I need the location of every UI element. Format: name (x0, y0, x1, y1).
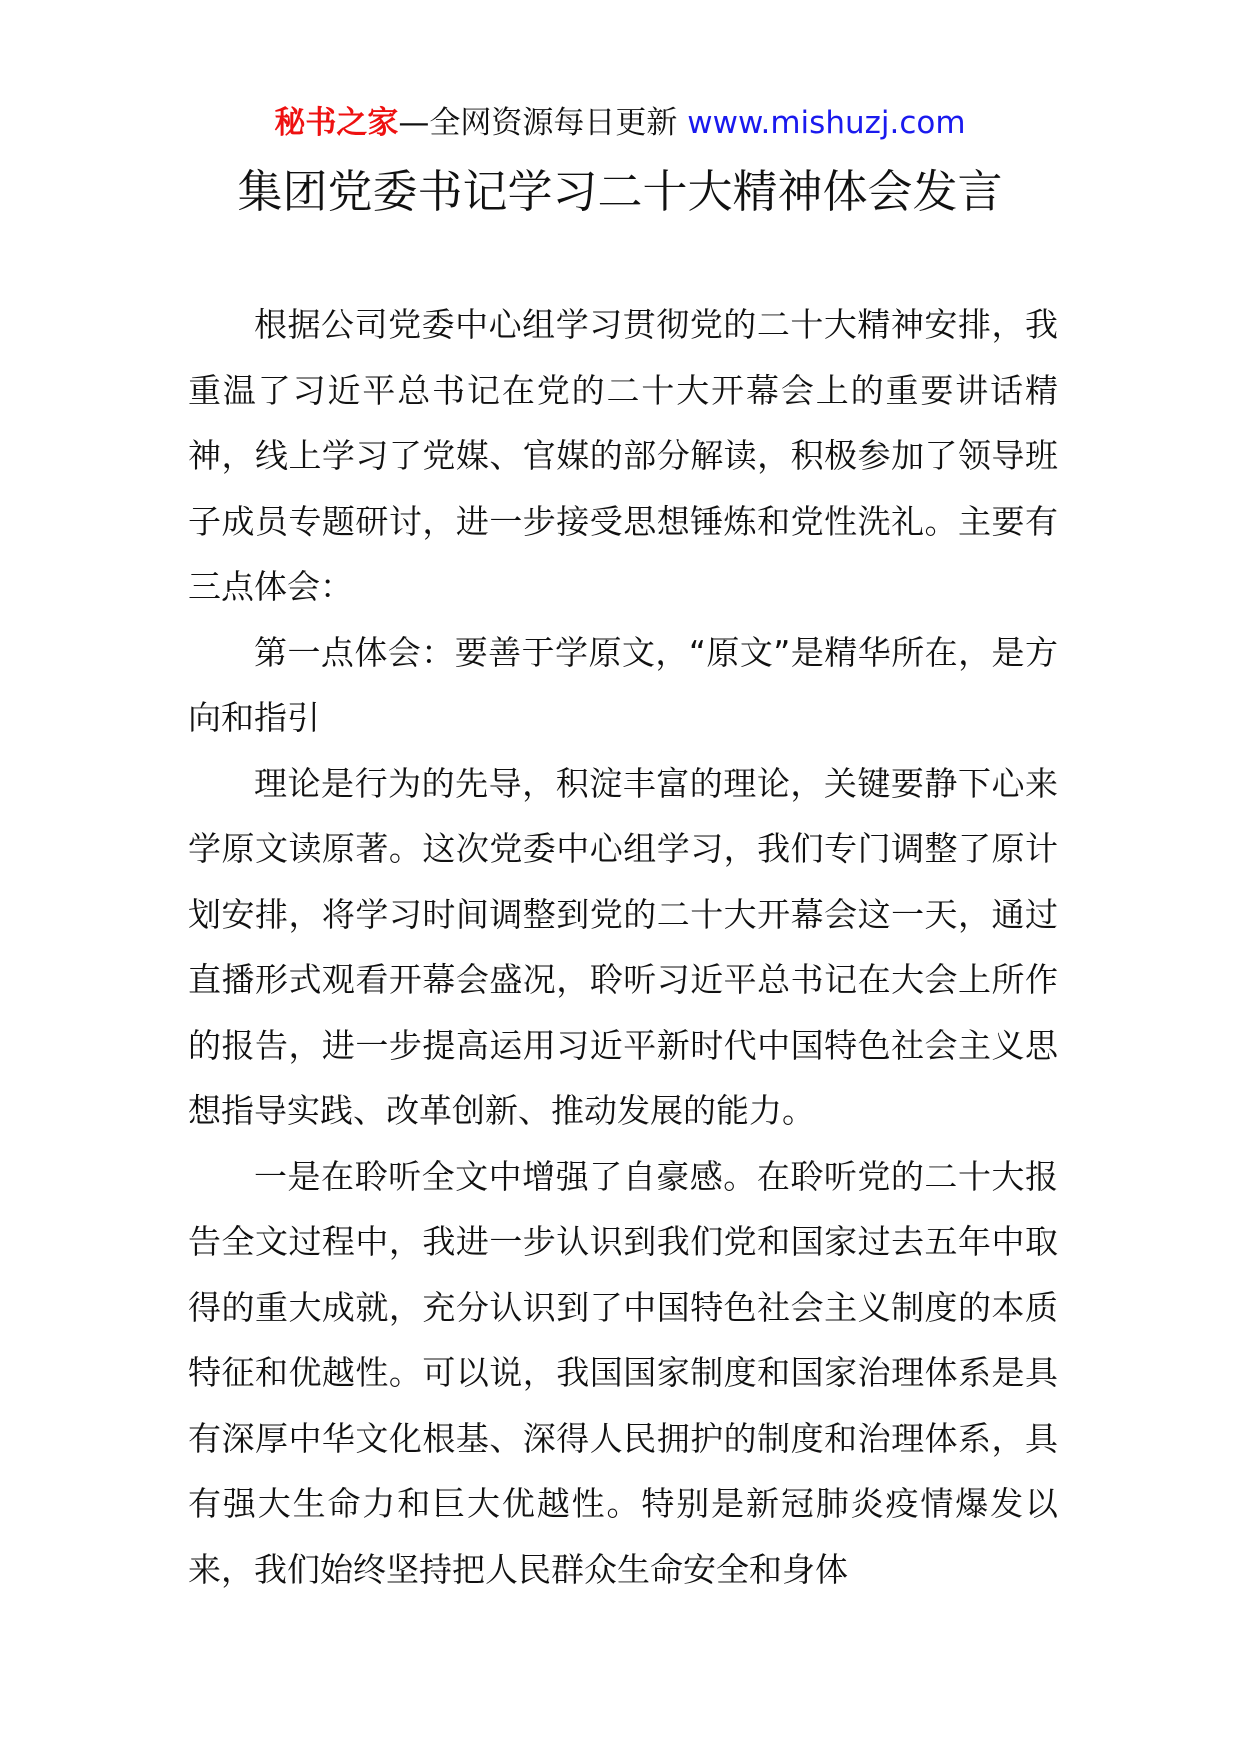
site-url-link[interactable]: www.mishuzj.com (687, 105, 966, 141)
document-body (188, 292, 1058, 1602)
paragraph-point-one: 一是在聆听全文中增强了自豪感。在聆听党的二十大报告全文过程中，我进一步认识到我们党和国家过去五年中取得的重大成就，充分认识到了中国特色社会主义制度的本质特征和优越性。可以说，我国国家制度和国家治理体系是具有深厚中华文化根基、深得人民拥护的制度和治理体系，具有强大生命力和巨大优越性。特别是新冠肺炎疫情爆发以来，我们始终坚持把人民群众生命安全和身体 (188, 1156, 1058, 1589)
paragraph-theory: 理论是行为的先导，积淀丰富的理论，关键要静下心来学原文读原著。这次党委中心组学习，我们专门调整了原计划安排，将学习时间调整到党的二十大开幕会这一天，通过直播形式观看开幕会盛况，聆听习近平总书记在大会上所作的报告，进一步提高运用习近平新时代中国特色社会主义思想指导实践、改革创新、推动发展的能力。 (188, 763, 1058, 1130)
paragraph-intro: 根据公司党委中心组学习贯彻党的二十大精神安排，我重温了习近平总书记在党的二十大开幕会上的重要讲话精神，线上学习了党媒、官媒的部分解读，积极参加了领导班子成员专题研讨，进一步接受思想锤炼和党性洗礼。主要有三点体会： (188, 305, 1058, 606)
document-title: 集团党委书记学习二十大精神体会发言 (237, 165, 1003, 218)
site-banner (0, 103, 1240, 143)
paragraph-section-heading: 第一点体会：要善于学原文，“原文”是精华所在，是方向和指引 (188, 632, 1058, 737)
banner-tagline: —全网资源每日更新 (398, 105, 688, 141)
brand-name: 秘书之家 (274, 105, 399, 141)
